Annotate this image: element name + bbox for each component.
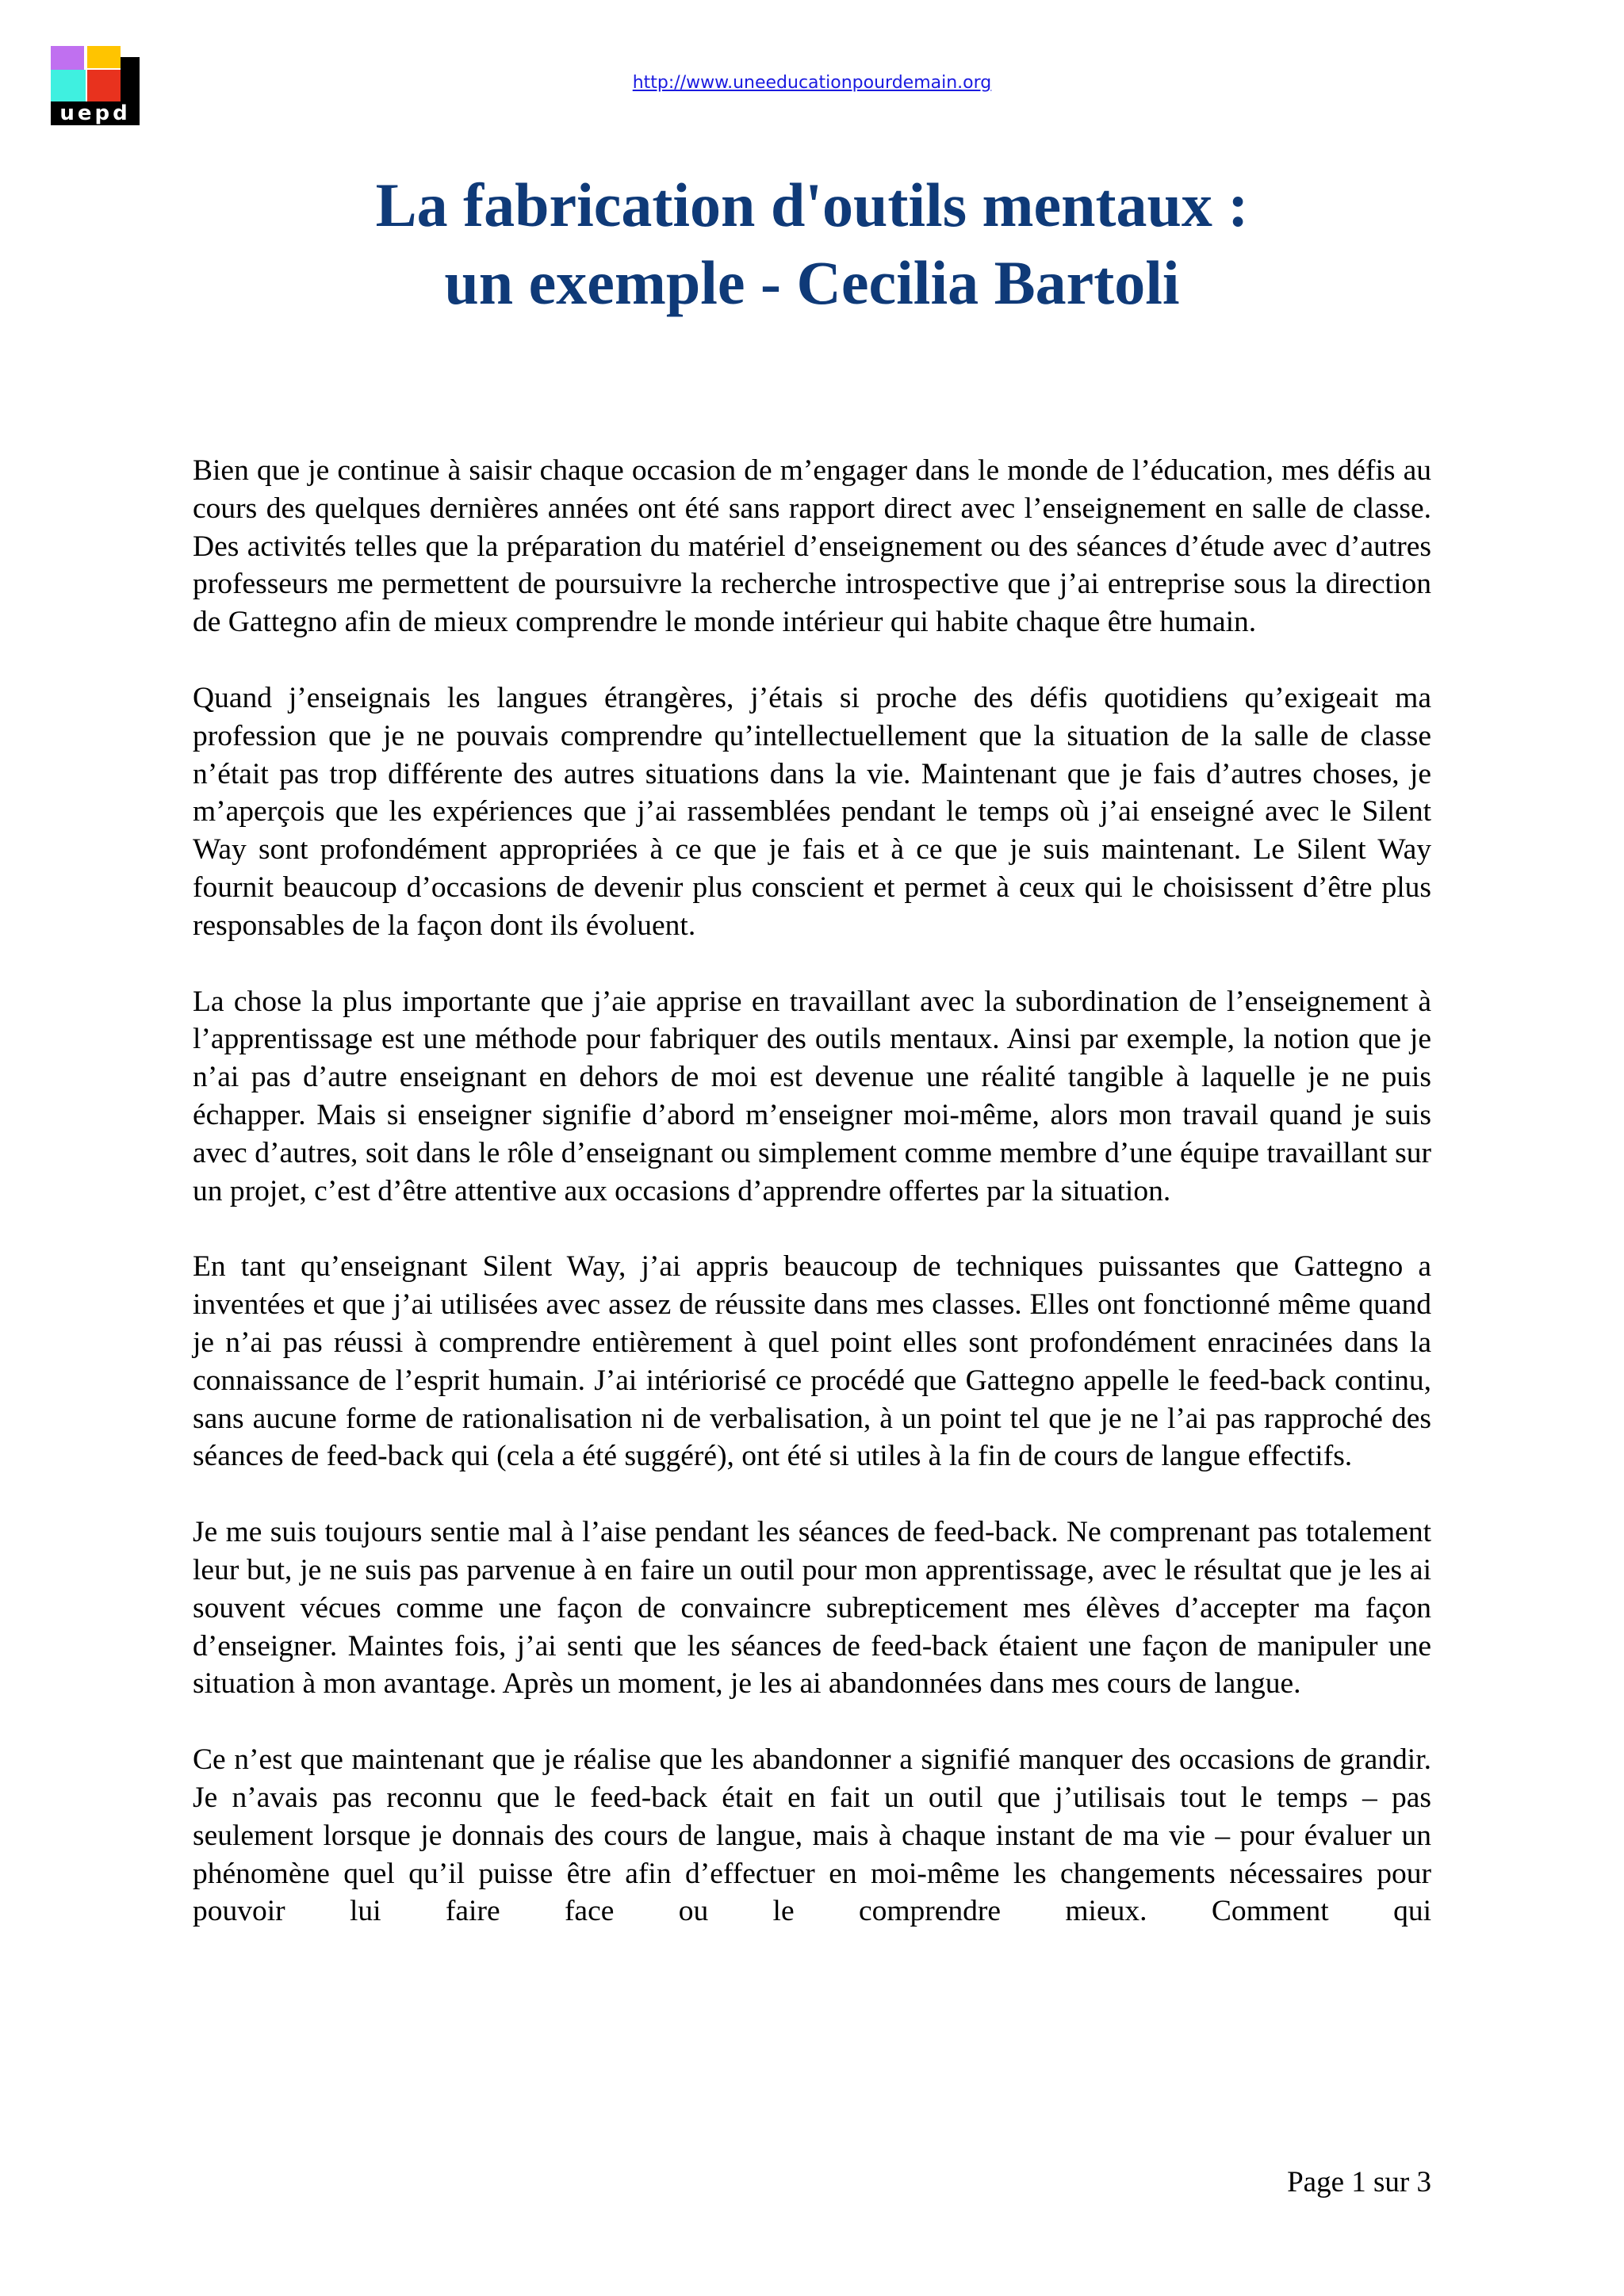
paragraph: En tant qu’enseignant Silent Way, j’ai appris beaucoup de techniques puissantes que Gattegno a inventées et que j’ai utilisées avec assez de réussite dans mes classes. Elles ont fonctionné même quand je n’ai pas réussi à comprendre entièrement à quel point elles sont profondément enracinées dans la connaissance de l’esprit humain. J’ai intériorisé ce procédé que Gattegno appelle le feed-back continu, sans aucune forme de rationalisation ni de verbalisation, à un point tel que je ne l’ai pas rapproché des séances de feed-back qui (cela a été suggéré), ont été si utiles à la fin de cours de langue effectifs. [193, 1250, 1431, 1473]
site-url-link[interactable]: http://www.uneeducationpourdemain.org [632, 73, 992, 93]
logo-square-purple [51, 46, 84, 70]
title-line-1: La fabrication d'outils mentaux : [375, 170, 1249, 239]
paragraph: Bien que je continue à saisir chaque occasion de m’engager dans le monde de l’éducation, mes défis au cours des quelques dernières années ont été sans rapport direct avec l’enseignement en salle de classe. Des activités telles que la préparation du matériel d’enseignement ou des séances d’étude avec d’autres professeurs me permettent de poursuivre la recherche introspective que j’ai entreprise sous la direction de Gattegno afin de mieux comprendre le monde intérieur qui habite chaque être humain. [193, 454, 1431, 639]
logo-square-yellow [87, 46, 121, 68]
title-line-2: un exemple - Cecilia Bartoli [444, 248, 1180, 317]
paragraph: Quand j’enseignais les langues étrangères, j’étais si proche des défis quotidiens qu’exigeait ma profession que je ne pouvais comprendre qu’intellectuellement que la situation de la salle de classe n’était pas trop différente des autres situations dans la vie. Maintenant que je fais d’autres choses, je m’aperçois que les expériences que j’ai rassemblées pendant le temps où j’ai enseigné avec le Silent Way sont profondément appropriées à ce que je fais et à ce que je suis maintenant. Le Silent Way fournit beaucoup d’occasions de devenir plus conscient et permet à ceux qui le choisissent d’être plus responsables de la façon dont ils évoluent. [193, 681, 1431, 942]
page-number: Page 1 sur 3 [1287, 2166, 1431, 2198]
logo-wordmark: uepd [51, 101, 140, 125]
paragraph: Je me suis toujours sentie mal à l’aise pendant les séances de feed-back. Ne comprenant pas totalement leur but, je ne suis pas parvenue à en faire un outil pour mon apprentissage, avec le résultat que je les ai souvent vécues comme une façon de convaincre subrepticement mes élèves d’accepter ma façon d’enseigner. Maintes fois, j’ai senti que les séances de feed-back étaient une façon de manipuler une situation à mon avantage. Après un moment, je les ai abandonnées dans mes cours de langue. [193, 1516, 1431, 1701]
body-text [193, 452, 1431, 1969]
document-title [0, 166, 1624, 322]
paragraph: La chose la plus importante que j’aie apprise en travaillant avec la subordination de l’enseignement à l’apprentissage est une méthode pour fabriquer des outils mentaux. Ainsi par exemple, la notion que je n’ai pas d’autre enseignant en dehors de moi est devenue une réalité tangible à laquelle je ne puis échapper. Mais si enseigner signifie d’abord m’enseigner moi-même, alors mon travail quand je suis avec d’autres, soit dans le rôle d’enseignant ou simplement comme membre d’une équipe travaillant sur un projet, c’est d’être attentive aux occasions d’apprendre offertes par la situation. [193, 985, 1431, 1207]
paragraph: Ce n’est que maintenant que je réalise que les abandonner a signifié manquer des occasions de grandir. Je n’avais pas reconnu que le feed-back était en fait un outil que j’utilisais tout le temps – pas seulement lorsque je donnais des cours de langue, mais à chaque instant de ma vie – pour évaluer un phénomène quel qu’il puisse être afin d’effectuer en moi-même les changements nécessaires pour pouvoir lui faire face ou le comprendre mieux. Comment qui [193, 1743, 1431, 1928]
